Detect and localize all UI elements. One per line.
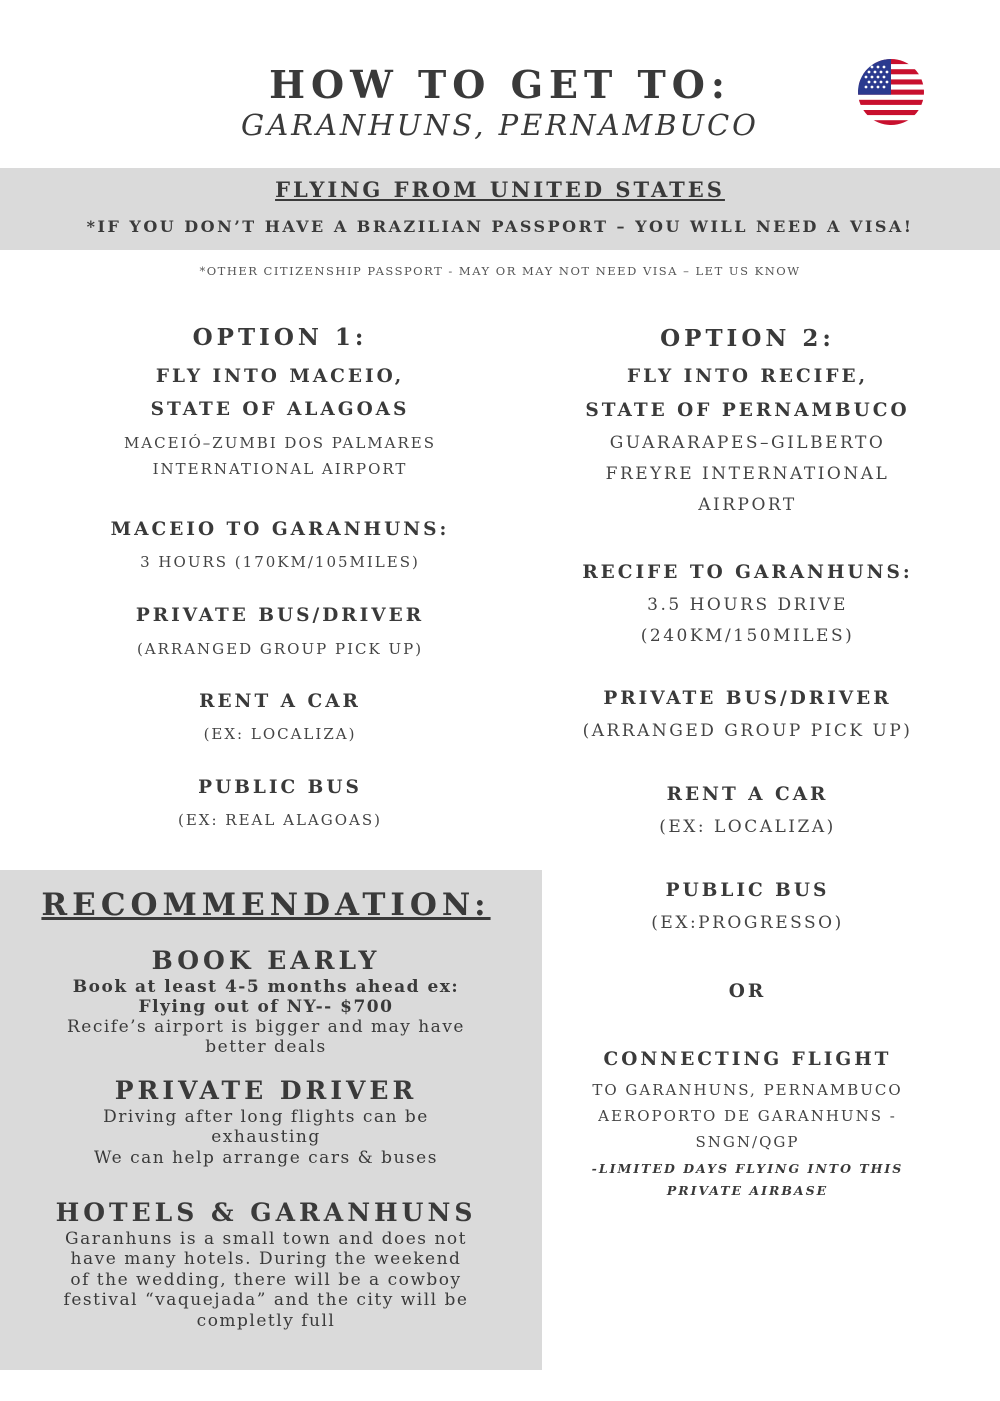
option1-car-title: RENT A CAR [199, 691, 361, 712]
option2-connect-title: CONNECTING FLIGHT [603, 1049, 892, 1070]
option1-fly-line1: FLY INTO MACEIO, [155, 366, 405, 387]
option2-title: OPTION 2: [660, 325, 835, 352]
book-early-title: BOOK EARLY [151, 946, 381, 975]
citizenship-note: *OTHER CITIZENSHIP PASSPORT - MAY OR MAY NOT NEED VISA – LET US KNOW [199, 264, 801, 278]
hotels-line3: of the wedding, there will be a cowboy [70, 1270, 462, 1290]
option2-airport-line3: AIRPORT [698, 495, 797, 515]
option1-fly-line2: STATE OF ALAGOAS [150, 399, 410, 420]
option1-title: OPTION 1: [192, 324, 368, 351]
option2-bus-title: PRIVATE BUS/DRIVER [603, 688, 892, 709]
option2-fly-line1: FLY INTO RECIFE, [626, 366, 869, 387]
option2-connect-line3: SNGN/QGP [695, 1133, 800, 1151]
option2-fly-line2: STATE OF PERNAMBUCO [585, 400, 910, 421]
option1-route-title: MACEIO TO GARANHUNS: [110, 519, 450, 540]
option2-connect-line1: TO GARANHUNS, PERNAMBUCO [592, 1081, 903, 1099]
option2-car-title: RENT A CAR [666, 784, 829, 805]
option2-route-title: RECIFE TO GARANHUNS: [582, 562, 913, 583]
private-driver-line1: Driving after long flights can be [103, 1107, 429, 1127]
or-divider: OR [728, 981, 767, 1002]
option1-bus-detail: (ARRANGED GROUP PICK UP) [136, 640, 424, 658]
option2-connect-note2: PRIVATE AIRBASE [666, 1183, 829, 1198]
private-driver-title: PRIVATE DRIVER [114, 1076, 418, 1105]
option2-airport-line1: GUARARAPES–GILBERTO [609, 433, 886, 453]
banner-heading: FLYING FROM UNITED STATES [275, 177, 725, 202]
book-early-bold1: Book at least 4-5 months ahead ex: [72, 977, 460, 997]
private-driver-line2: exhausting [211, 1127, 321, 1147]
hotels-line1: Garanhuns is a small town and does not [65, 1229, 467, 1249]
option2-car-detail: (EX: LOCALIZA) [659, 817, 836, 837]
option1-route-detail: 3 HOURS (170KM/105MILES) [140, 553, 420, 571]
option1-bus-title: PRIVATE BUS/DRIVER [135, 605, 425, 626]
book-early-line2: better deals [205, 1037, 327, 1057]
private-driver-line3: We can help arrange cars & buses [94, 1148, 438, 1168]
option1-public-detail: (EX: REAL ALAGOAS) [178, 811, 382, 829]
option1-airport-line1: MACEIÓ–ZUMBI DOS PALMARES [123, 434, 437, 452]
recommendation-title: RECOMMENDATION: [41, 887, 491, 923]
hotels-title: HOTELS & GARANHUNS [55, 1198, 477, 1227]
option1-airport-line2: INTERNATIONAL AIRPORT [152, 460, 408, 478]
option2-public-title: PUBLIC BUS [665, 880, 830, 901]
option2-connect-line2: AEROPORTO DE GARANHUNS - [598, 1107, 897, 1125]
option2-route-detail1: 3.5 HOURS DRIVE [647, 595, 848, 615]
option2-connect-note1: -LIMITED DAYS FLYING INTO THIS [591, 1161, 904, 1176]
option1-public-title: PUBLIC BUS [198, 777, 362, 798]
option1-car-detail: (EX: LOCALIZA) [203, 725, 357, 743]
option2-airport-line2: FREYRE INTERNATIONAL [605, 464, 890, 484]
book-early-line1: Recife’s airport is bigger and may have [66, 1017, 465, 1037]
page-title: HOW TO GET TO: [269, 62, 731, 107]
us-flag-icon [858, 59, 924, 125]
hotels-line5: completly full [196, 1311, 336, 1331]
option2-bus-detail: (ARRANGED GROUP PICK UP) [582, 721, 913, 741]
hotels-line4: festival “vaquejada” and the city will be [63, 1290, 469, 1310]
book-early-bold2: Flying out of NY-- $700 [138, 997, 394, 1017]
page-subtitle: GARANHUNS, PERNAMBUCO [241, 108, 759, 142]
option2-route-detail2: (240KM/150MILES) [640, 626, 855, 646]
visa-warning: *IF YOU DON’T HAVE A BRAZILIAN PASSPORT – YOU WILL NEED A VISA! [86, 217, 914, 236]
hotels-line2: have many hotels. During the weekend [70, 1249, 462, 1269]
option2-public-detail: (EX:PROGRESSO) [651, 913, 844, 933]
